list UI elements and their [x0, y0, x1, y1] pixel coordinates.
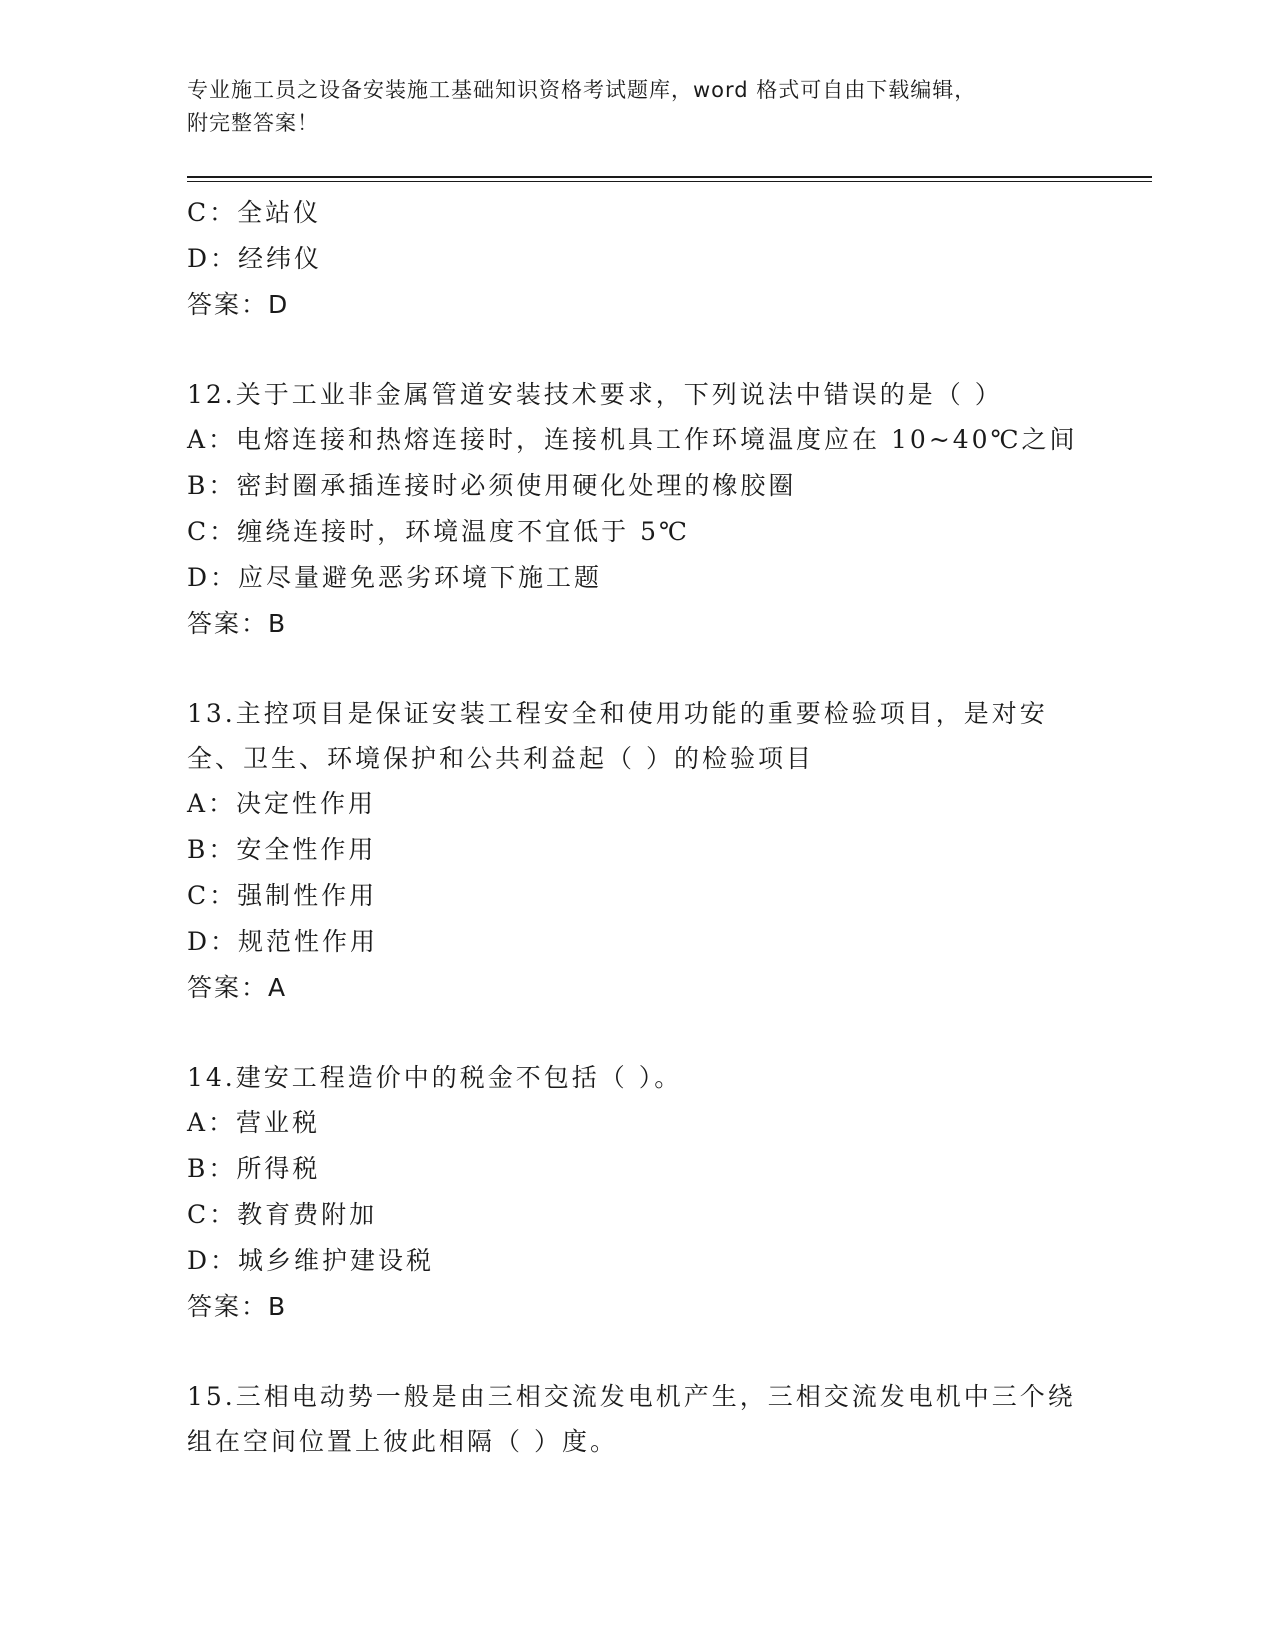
- option-d: D：经纬仪: [187, 244, 323, 273]
- question-block-12: [187, 372, 1087, 647]
- answer-line: 答案：D: [187, 290, 290, 319]
- question-text: 15.三相电动势一般是由三相交流发电机产生，三相交流发电机中三个绕组在空间位置上彼此相隔（ ）度。: [187, 1382, 1076, 1456]
- question-block-11: [187, 190, 1087, 328]
- question-text: 13.主控项目是保证安装工程安全和使用功能的重要检验项目，是对安全、卫生、环境保护和公共利益起（ ）的检验项目: [187, 699, 1048, 773]
- spacer: [187, 1011, 1087, 1055]
- option-b: B：安全性作用: [187, 835, 377, 864]
- question-block-14: [187, 1055, 1087, 1330]
- option-a: A：营业税: [187, 1108, 321, 1137]
- answer-line: 答案：B: [187, 609, 288, 638]
- option-b: B：密封圈承插连接时必须使用硬化处理的橡胶圈: [187, 471, 797, 500]
- option-d: D：城乡维护建设税: [187, 1246, 435, 1275]
- spacer: [187, 647, 1087, 691]
- question-block-13: [187, 691, 1087, 1011]
- header-divider-thin: [187, 181, 1152, 182]
- spacer: [187, 1330, 1087, 1374]
- document-header: [187, 74, 1067, 140]
- answer-line: 答案：B: [187, 1292, 288, 1321]
- option-d: D：规范性作用: [187, 927, 379, 956]
- option-d: D：应尽量避免恶劣环境下施工题: [187, 563, 603, 592]
- option-c: C：缠绕连接时，环境温度不宜低于 5℃: [187, 517, 690, 546]
- option-b: B：所得税: [187, 1154, 321, 1183]
- spacer: [187, 328, 1087, 372]
- option-c: C：强制性作用: [187, 881, 378, 910]
- option-a: A：电熔连接和热熔连接时，连接机具工作环境温度应在 10~40℃之间: [187, 425, 1078, 454]
- question-list: [187, 190, 1087, 1464]
- option-c: C：全站仪: [187, 198, 322, 227]
- header-line-2: 附完整答案！: [187, 111, 319, 135]
- option-a: A：决定性作用: [187, 789, 377, 818]
- option-c: C：教育费附加: [187, 1200, 378, 1229]
- answer-line: 答案：A: [187, 973, 288, 1002]
- question-block-15: [187, 1374, 1087, 1464]
- question-text: 14.建安工程造价中的税金不包括（ ）。: [187, 1063, 683, 1092]
- header-line-1: 专业施工员之设备安装施工基础知识资格考试题库，word 格式可自由下载编辑，: [187, 78, 977, 102]
- header-divider-thick: [187, 176, 1152, 178]
- question-text: 12.关于工业非金属管道安装技术要求，下列说法中错误的是（ ）: [187, 380, 1003, 409]
